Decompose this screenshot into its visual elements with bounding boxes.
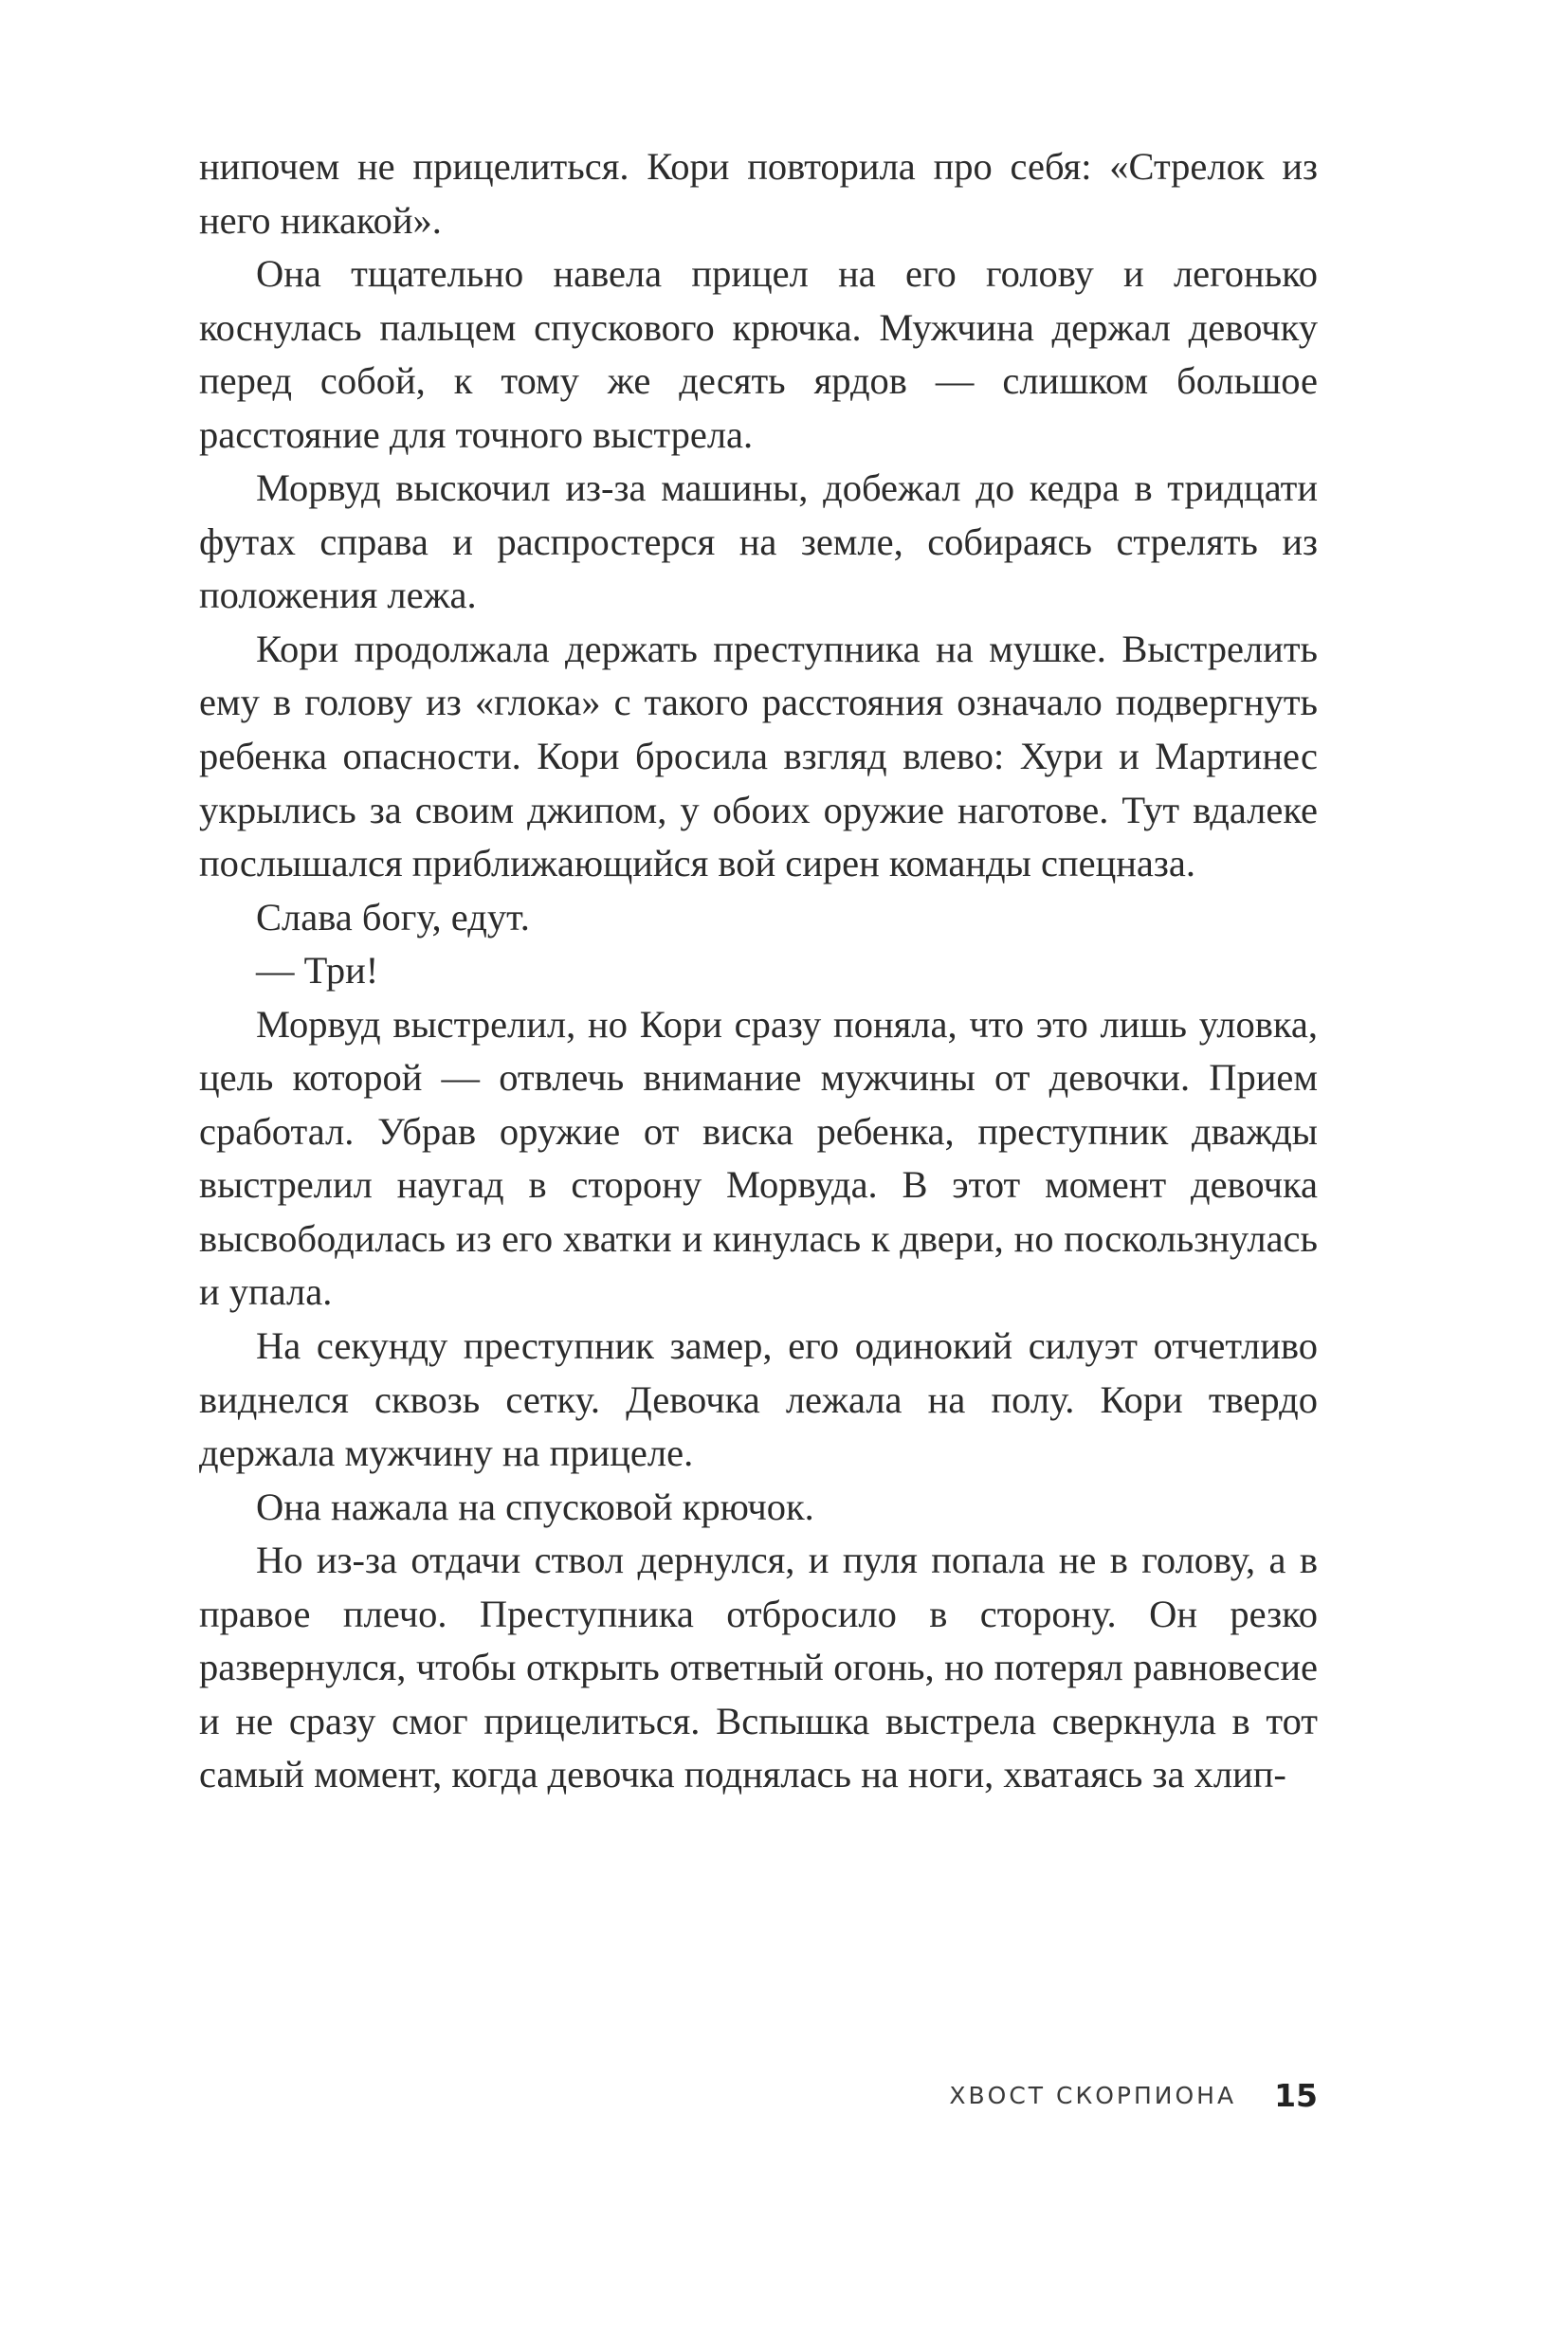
paragraph: Она тщательно навела прицел на его голову и легонько коснулась пальцем спускового крючка. Мужчина держал девочку перед собой, к тому же десять ярдов — слишком большое расстояние для точного выстрела.: [199, 252, 1318, 456]
body-text: [199, 140, 1318, 1802]
running-title: ХВОСТ СКОРПИОНА: [949, 2081, 1237, 2109]
page-number: 15: [1274, 2076, 1318, 2114]
page-footer: [199, 2076, 1318, 2114]
paragraph: На секунду преступник замер, его одинокий силуэт отчетливо виднелся сквозь сетку. Девочка лежала на полу. Кори твердо держала мужчину на прицеле.: [199, 1324, 1318, 1475]
paragraph: Морвуд выскочил из-за машины, добежал до кедра в тридцати футах справа и распростерся на земле, собираясь стрелять из положения лежа.: [199, 466, 1318, 617]
paragraph: Морвуд выстрелил, но Кори сразу поняла, что это лишь уловка, цель которой — отвлечь внимание мужчины от девочки. Прием сработал. Убрав оружие от виска ребенка, преступник дважды выстрелил наугад в сторону Морвуда. В этот момент девочка высвободилась из его хватки и кинулась к двери, но поскользнулась и упала.: [199, 1002, 1318, 1314]
paragraph: — Три!: [256, 949, 379, 993]
paragraph: Она нажала на спусковой крючок.: [256, 1485, 814, 1528]
paragraph: Но из-за отдачи ствол дернулся, и пуля попала не в голову, а в правое плечо. Преступника отбросило в сторону. Он резко развернулся, чтобы открыть ответный огонь, но потерял равновесие и не сразу смог прицелиться. Вспышка выстрела сверкнула в тот самый момент, когда девочка поднялась на ноги, хватаясь за хлип-: [199, 1539, 1318, 1796]
paragraph: Слава богу, едут.: [256, 895, 530, 939]
paragraph: Кори продолжала держать преступника на мушке. Выстрелить ему в голову из «глока» с такого расстояния означало подвергнуть ребенка опасности. Кори бросила взгляд влево: Хури и Мартинес укрылись за своим джипом, у обоих оружие наготове. Тут вдалеке послышался приближающийся вой сирен команды спецназа.: [199, 627, 1318, 885]
paragraph: нипочем не прицелиться. Кори повторила про себя: «Стрелок из него никакой».: [199, 145, 1318, 242]
